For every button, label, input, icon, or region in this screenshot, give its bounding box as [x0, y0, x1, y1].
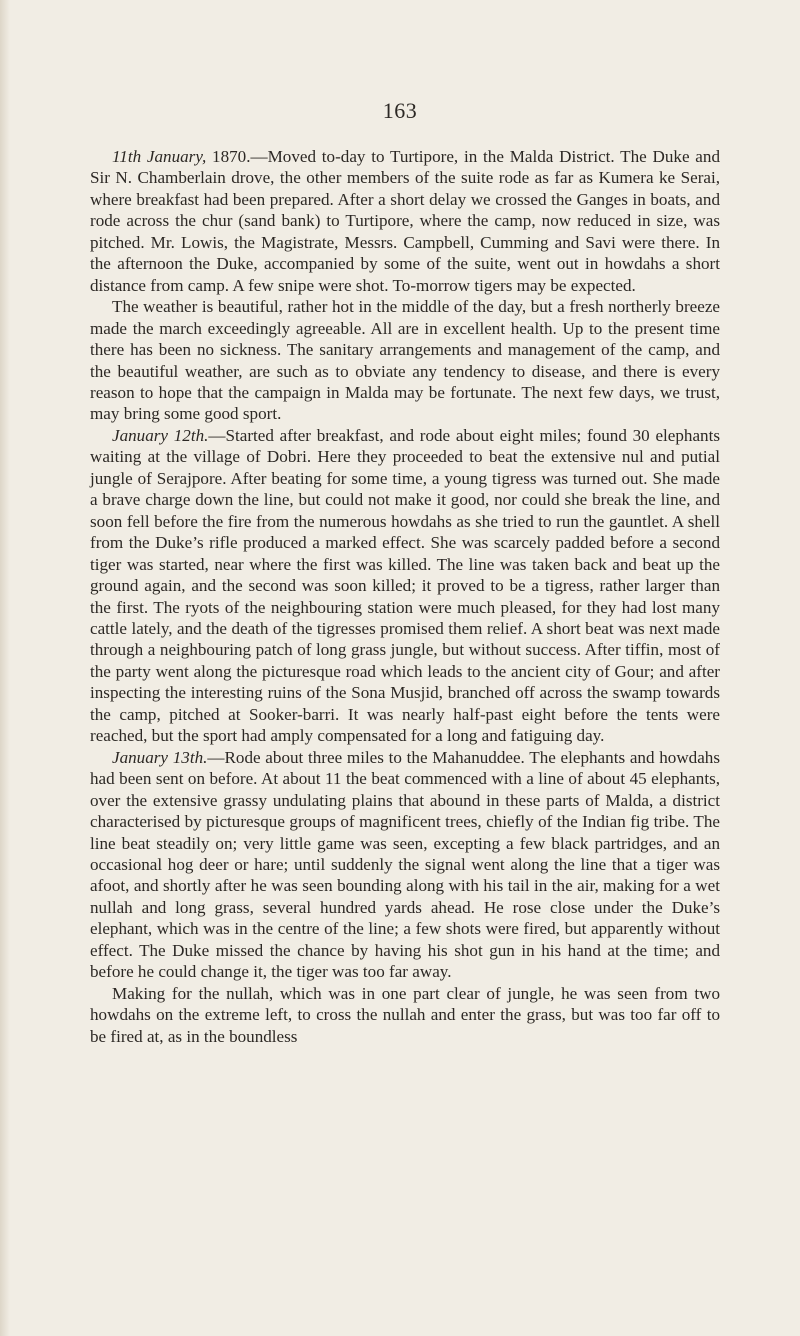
paragraph-nullah: [90, 983, 720, 1047]
paragraph-january-13: [90, 747, 720, 983]
paragraph-text: 1870.—Moved to-day to Turtipore, in the Malda District. The Duke and Sir N. Chamberlain drove, the other members of the suite rode as far as Kumera ke Serai, where breakfast had been prepared. After a short delay we crossed the Ganges in boats, and rode across the chur (sand bank) to Turtipore, where the camp, now reduced in size, was pitched. Mr. Lowis, the Magistrate, Messrs. Campbell, Cumming and Savi were there. In the afternoon the Duke, accompanied by some of the suite, went out in howdahs a short distance from camp. A few snipe were shot. To-morrow tigers may be expected.: [90, 147, 720, 295]
entry-date: January 12th.: [112, 425, 209, 445]
paragraph-january-12: [90, 425, 720, 747]
entry-date: 11th January,: [112, 147, 207, 166]
page-number: 163: [382, 98, 418, 123]
paragraph-text: —Started after breakfast, and rode about eight miles; found 30 elephants waiting at the village of Dobri. Here they proceeded to beat the extensive nul and putial jungle of Serajpore. After beating for some time, a young tigress was turned out. She made a brave charge down the line, but could not make it good, nor could she break the line, and soon fell before the fire from the numerous howdahs as she tried to run the gauntlet. A shell from the Duke’s rifle produced a marked effect. She was scarcely padded before a second tiger was started, near where the first was killed. The line was taken back and beat up the ground again, and the second was soon killed; it proved to be a tigress, rather larger than the first. The ryots of the neighbouring station were much pleased, for they had lost many cattle lately, and the death of the tigresses promised them relief. A short beat was next made through a neighbouring patch of long grass jungle, but without success. After tiffin, most of the party went along the picturesque road which leads to the ancient city of Gour; and after inspecting the interesting ruins of the Sona Musjid, branched off across the swamp towards the camp, pitched at Sooker-barri. It was nearly half-past eight before the tents were reached, but the sport had amply compensated for a long and fatiguing day.: [90, 425, 720, 746]
paragraph-weather: [90, 296, 720, 425]
entry-date: January 13th.: [112, 747, 208, 767]
paragraph-text: The weather is beautiful, rather hot in the middle of the day, but a fresh northerly breeze made the march exceedingly agreeable. All are in excellent health. Up to the present time there has been no sickness. The sanitary arrangements and management of the camp, and the beautiful weather, are such as to obviate any tendency to disease, and there is every reason to hope that the campaign in Malda may be fortunate. The next few days, we trust, may bring some good sport.: [90, 297, 720, 424]
paragraph-text: Making for the nullah, which was in one part clear of jungle, he was seen from two howdahs on the extreme left, to cross the nullah and enter the grass, but was too far off to be fired at, as in the boundless: [90, 983, 720, 1046]
paragraph-january-11: [90, 146, 720, 296]
page-binding-edge: [0, 0, 10, 1336]
body-text: [90, 146, 720, 1047]
paragraph-text: —Rode about three miles to the Mahanuddee. The elephants and howdahs had been sent on before. At about 11 the beat commenced with a line of about 45 elephants, over the extensive grassy undulating plains that abound in these parts of Malda, a district characterised by picturesque groups of magnificent trees, chiefly of the Indian fig tribe. The line beat steadily on; very little game was seen, excepting a few black partridges, and an occasional hog deer or hare; until suddenly the signal went along the line that a tiger was afoot, and shortly after he was seen bounding along with his tail in the air, making for a wet nullah and long grass, several hundred yards ahead. He rose close under the Duke’s elephant, which was in the centre of the line; a few shots were fired, but apparently without effect. The Duke missed the chance by having his shot gun in his hand at the time; and before he could change it, the tiger was too far away.: [90, 747, 720, 982]
